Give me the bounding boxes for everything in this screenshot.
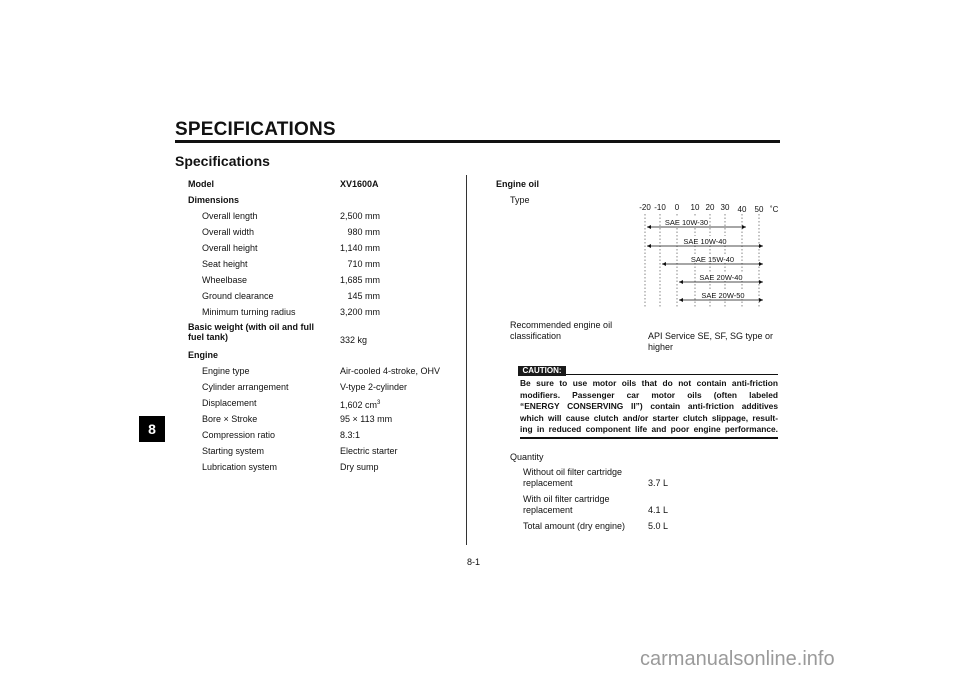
caution-top-rule [566,374,778,375]
spec-label-engine-type: Engine type [202,366,250,376]
arrow-right-icon [742,225,746,229]
arrow-right-icon [759,298,763,302]
spec-value-basic-weight: 332 kg [340,335,368,345]
spec-label-basic-weight: Basic weight (with oil and full [188,322,315,332]
grade-label: SAE 20W-50 [701,291,745,300]
spec-label-dimensions: Dimensions [188,195,240,205]
displacement-exponent: 3 [377,400,381,406]
temp-tick-label: 50 [754,205,764,214]
temp-tick-label: -20 [639,203,651,212]
quantity-without-filter-value: 3.7 L [648,478,669,488]
caution-text [520,378,778,436]
spec-value-wheelbase: 1,685 mm [339,275,380,285]
caution-line: ing in reduced component life and poor engine performance. [520,424,778,435]
spec-label-starting-system: Starting system [202,446,265,456]
temp-tick-label: 40 [737,205,747,214]
chapter-number: 8 [148,421,156,437]
grade-label: SAE 10W-40 [683,237,727,246]
spec-value-compression-ratio: 8.3:1 [340,430,361,440]
title-divider [175,140,780,143]
oil-viscosity-chart [630,198,780,310]
spec-value-engine-type: Air-cooled 4-stroke, OHV [340,366,441,376]
spec-label-overall-length: Overall length [202,211,258,221]
quantity-with-filter-label: With oil filter cartridge [523,494,610,504]
spec-label-overall-width: Overall width [202,227,255,237]
recommended-oil-value-line2: higher [648,342,674,352]
spec-label-bore-stroke: Bore × Stroke [202,414,258,424]
quantity-with-filter-label-line2: replacement [523,505,573,515]
recommended-oil-label-line2: classification [510,331,562,341]
arrow-right-icon [759,262,763,266]
arrow-left-icon [647,225,651,229]
oil-type-label: Type [510,195,530,205]
arrow-left-icon [679,280,683,284]
caution-line: which will cause clutch and/or starter clutch slippage, result- [520,412,778,423]
spec-value-overall-width: 980 mm [347,227,380,237]
temperature-ticks [639,203,778,214]
spec-value-ground-clearance: 145 mm [347,291,380,301]
column-divider [466,175,467,545]
spec-label-ground-clearance: Ground clearance [202,291,274,301]
spec-value-displacement [340,398,380,411]
temp-tick-label: -10 [654,203,666,212]
quantity-without-filter-label: Without oil filter cartridge [523,467,623,477]
spec-value-cylinder-arrangement: V-type 2-cylinder [340,382,408,392]
site-watermark: carmanualsonline.info [640,648,835,670]
spec-value-seat-height: 710 mm [347,259,380,269]
spec-value-overall-length: 2,500 mm [339,211,380,221]
temp-tick-label: 20 [705,203,715,212]
page-title: SPECIFICATIONS [175,119,336,140]
viscosity-grade-bars [647,217,763,302]
spec-value-bore-stroke: 95 × 113 mm [340,414,393,424]
grade-label: SAE 20W-40 [699,273,743,282]
spec-label-basic-weight-line2: fuel tank) [188,332,229,342]
grade-label: SAE 15W-40 [690,255,735,264]
spec-label-engine: Engine [188,350,219,360]
section-title: Specifications [175,153,270,169]
spec-label-displacement: Displacement [202,398,257,408]
spec-value-lubrication-system: Dry sump [340,462,379,472]
quantity-total-value: 5.0 L [648,521,669,531]
spec-label-overall-height: Overall height [202,243,258,253]
caution-label: CAUTION: [518,366,566,376]
caution-line: modifiers. Passenger car motor oils (often labeled [520,389,778,400]
spec-value-overall-height: 1,140 mm [339,243,380,253]
temp-tick-label: 30 [720,203,730,212]
page-number: 8-1 [467,557,481,567]
grade-label: SAE 10W-30 [664,218,709,227]
recommended-oil-value: API Service SE, SF, SG type or [648,331,774,341]
temp-tick-label: 10 [690,203,700,212]
temp-tick-label: 0 [674,203,680,212]
quantity-total-label: Total amount (dry engine) [523,521,626,531]
spec-label-lubrication-system: Lubrication system [202,462,278,472]
spec-label-model: Model [188,179,214,189]
spec-value-turning-radius: 3,200 mm [339,307,380,317]
displacement-value: 1,602 cm [340,400,378,410]
spec-value-starting-system: Electric starter [340,446,398,456]
spec-label-seat-height: Seat height [202,259,248,269]
spec-label-cylinder-arrangement: Cylinder arrangement [202,382,289,392]
arrow-left-icon [662,262,666,266]
quantity-with-filter-value: 4.1 L [648,505,669,515]
spec-label-wheelbase: Wheelbase [202,275,248,285]
spec-value-model: XV1600A [340,179,379,189]
arrow-right-icon [759,244,763,248]
spec-label-turning-radius: Minimum turning radius [202,307,296,317]
temp-unit-label: ˚C [770,205,779,214]
caution-line: Be sure to use motor oils that do not contain anti-friction [520,378,778,388]
engine-oil-heading: Engine oil [496,179,540,189]
caution-line: “ENERGY CONSERVING II”) contain anti-friction additives [520,401,778,412]
quantity-label: Quantity [510,452,544,462]
arrow-left-icon [647,244,651,248]
spec-label-compression-ratio: Compression ratio [202,430,276,440]
arrow-left-icon [679,298,683,302]
quantity-without-filter-label-line2: replacement [523,478,573,488]
arrow-right-icon [759,280,763,284]
chapter-tab [139,416,165,442]
recommended-oil-label: Recommended engine oil [510,320,613,330]
caution-bottom-rule [520,437,778,439]
